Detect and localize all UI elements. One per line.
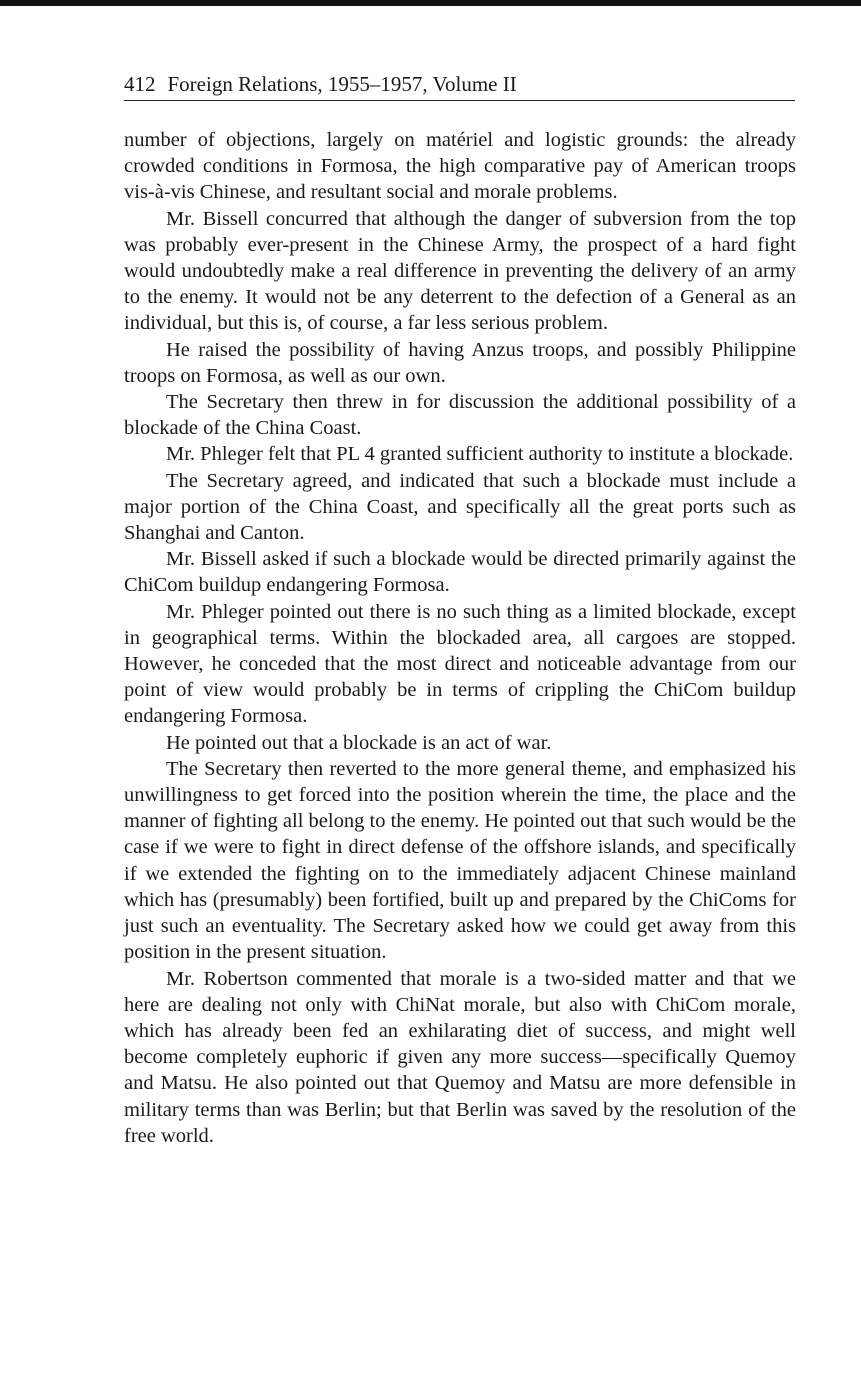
page-number: 412	[124, 72, 156, 96]
running-header	[124, 70, 795, 101]
paragraph: Mr. Robertson commented that morale is a two-sided matter and that we here are dealing not only with ChiNat morale, but also with ChiCom morale, which has already been fed an exhilarating diet of success, and might well become completely euphoric if given any more success—specifically Quemoy and Matsu. He also pointed out that Quemoy and Matsu are more defensible in military terms than was Berlin; but that Berlin was saved by the resolution of the free world.	[124, 967, 796, 1147]
paragraph: Mr. Bissell asked if such a blockade would be directed primarily against the ChiCom buildup endangering Formosa.	[124, 548, 796, 597]
paragraph: Mr. Phleger pointed out there is no such thing as a limited blockade, except in geographical terms. Within the blockaded area, all cargoes are stopped. However, he conceded that the most direct and noticeable advantage from our point of view would probably be in terms of crippling the ChiCom buildup endangering Formosa.	[124, 600, 796, 728]
paragraph-continued: number of objections, largely on matériel and logistic grounds: the already crowded conditions in Formosa, the high comparative pay of American troops vis-à-vis Chinese, and resultant social and morale problems.	[124, 129, 796, 204]
paragraph: The Secretary agreed, and indicated that such a blockade must include a major portion of the China Coast, and specifically all the great ports such as Shanghai and Canton.	[124, 469, 796, 545]
body-text	[124, 127, 796, 1149]
paragraph: The Secretary then threw in for discussion the additional possibility of a blockade of the China Coast.	[124, 391, 796, 440]
paragraph: The Secretary then reverted to the more general theme, and emphasized his unwillingness to get forced into the position wherein the time, the place and the manner of fighting all belong to the enemy. He pointed out that such would be the case if we were to fight in direct defense of the offshore islands, and specifically if we extended the fighting on to the immediately adjacent Chinese mainland which has (presumably) been fortified, built up and prepared by the ChiComs for just such an eventuality. The Secretary asked how we could get away from this position in the present situation.	[124, 757, 796, 964]
paragraph: Mr. Bissell concurred that although the danger of subversion from the top was probably ever-present in the Chinese Army, the prospect of a hard fight would undoubtedly make a real difference in preventing the delivery of an army to the enemy. It would not be any deterrent to the defection of a General as an individual, but this is, of course, a far less serious problem.	[124, 207, 796, 335]
paragraph: He raised the possibility of having Anzus troops, and possibly Philippine troops on Formosa, as well as our own.	[124, 338, 796, 387]
paragraph: Mr. Phleger felt that PL 4 granted sufficient authority to institute a blockade.	[166, 443, 794, 466]
running-title: Foreign Relations, 1955–1957, Volume II	[167, 72, 517, 96]
top-edge-rule	[0, 0, 861, 6]
paragraph: He pointed out that a blockade is an act of war.	[166, 731, 552, 754]
